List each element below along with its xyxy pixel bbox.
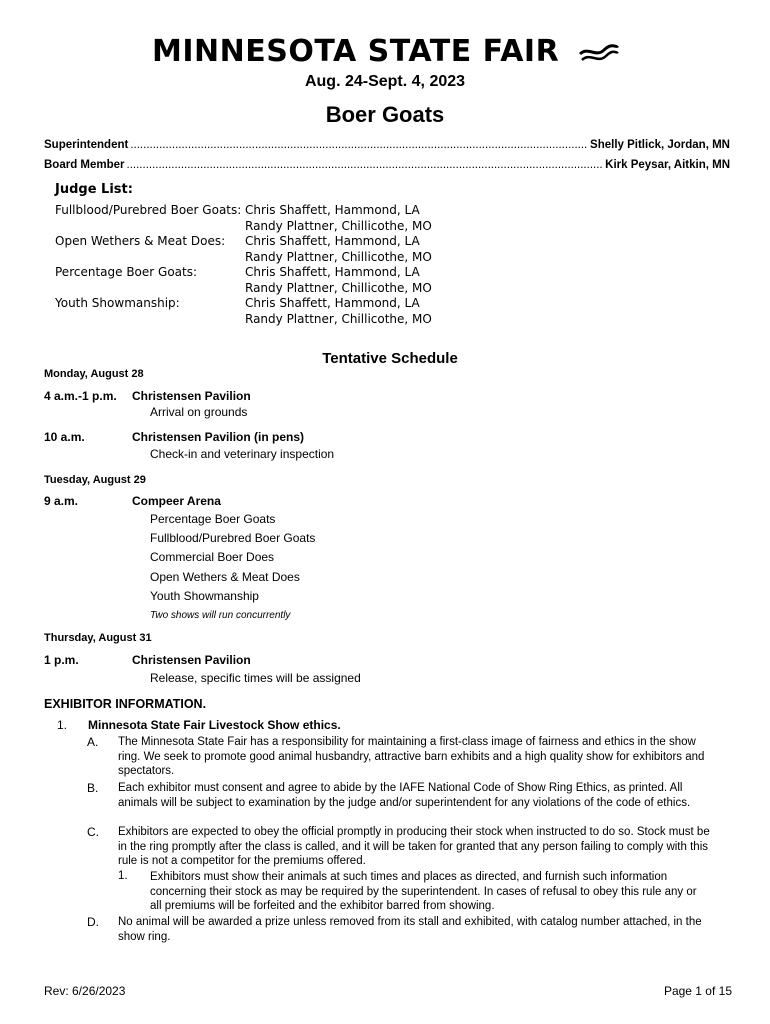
judge-name: Chris Shaffett, Hammond, LA — [245, 296, 420, 310]
exhibitor-info-heading: EXHIBITOR INFORMATION. — [44, 697, 207, 711]
judge-category: Open Wethers & Meat Does: — [55, 234, 226, 248]
schedule-time: 10 a.m. — [44, 430, 85, 444]
judge-name: Chris Shaffett, Hammond, LA — [245, 234, 420, 248]
official-role: Board Member — [44, 159, 125, 171]
official-role: Superintendent — [44, 139, 129, 151]
clause-text: Each exhibitor must consent and agree to abide by the IAFE National Code of Show Ring Ethics, as printed. All animals will be subject to examination by the judge and/or superintendent for any violations of the code of ethics. — [118, 782, 691, 809]
schedule-location: Christensen Pavilion — [132, 653, 251, 667]
judge-names — [245, 265, 432, 296]
schedule-time: 1 p.m. — [44, 653, 79, 667]
clause-text: The Minnesota State Fair has a responsibility for maintaining a first-class image of fairness and ethics in the show ring. We seek to promote good animal husbandry, attractive barn exhibits and a high quality show for exhibitors and spectators. — [118, 736, 705, 777]
official-board-member — [44, 159, 730, 171]
judge-name: Randy Plattner, Chillicothe, MO — [245, 311, 432, 326]
rule-number: 1. — [57, 718, 68, 732]
schedule-location: Christensen Pavilion (in pens) — [132, 430, 305, 444]
schedule-day: Tuesday, August 29 — [44, 474, 146, 486]
judge-name: Chris Shaffett, Hammond, LA — [245, 265, 420, 279]
schedule-item: Check-in and veterinary inspection — [150, 447, 335, 461]
schedule-item: Fullblood/Purebred Boer Goats — [150, 531, 316, 545]
schedule-item: Commercial Boer Does — [150, 550, 275, 564]
schedule-item: Release, specific times will be assigned — [150, 671, 361, 685]
fair-dates: Aug. 24-Sept. 4, 2023 — [304, 73, 466, 90]
clause-letter: A. — [87, 735, 99, 749]
judge-name: Randy Plattner, Chillicothe, MO — [245, 218, 432, 233]
judge-names — [245, 234, 432, 265]
page-title: Boer Goats — [325, 102, 445, 127]
fair-logo — [0, 34, 770, 74]
clause-text: Exhibitors are expected to obey the official promptly in producing their stock when instructed to do so. Stock must be in the ring promptly after the class is called, and it will be taken for granted that any person failing to comply with this rule is not a competitor for the premiums offered. — [118, 826, 710, 867]
schedule-day: Monday, August 28 — [44, 368, 144, 380]
judge-names — [245, 296, 432, 327]
clause-letter: B. — [87, 781, 99, 795]
revision-date: Rev: 6/26/2023 — [44, 984, 126, 998]
schedule-title: Tentative Schedule — [322, 350, 458, 367]
schedule-item: Percentage Boer Goats — [150, 512, 276, 526]
subclause-number: 1. — [118, 870, 128, 882]
schedule-item: Open Wethers & Meat Does — [150, 570, 300, 584]
schedule-item: Youth Showmanship — [150, 589, 259, 603]
official-name: Shelly Pitlick, Jordan, MN — [590, 139, 730, 151]
clause-text: No animal will be awarded a prize unless removed from its stall and exhibited, with catalog number attached, in the show ring. — [118, 916, 702, 943]
schedule-location: Compeer Arena — [132, 494, 221, 508]
schedule-time: 9 a.m. — [44, 494, 79, 508]
schedule-note: Two shows will run concurrently — [150, 610, 291, 621]
flag-logo-icon — [578, 40, 620, 66]
subclause-text: Exhibitors must show their animals at such times and places as directed, and furnish such information concerning their stock as may be required by the superintendent. In cases of refusal to obey this rule any or all premiums will be forfeited and the exhibitor barred from showing. — [150, 871, 697, 912]
judge-list-heading: Judge List: — [55, 182, 133, 197]
schedule-item: Arrival on grounds — [150, 405, 248, 419]
rule-title: Minnesota State Fair Livestock Show ethics. — [88, 718, 341, 732]
judge-name: Chris Shaffett, Hammond, LA — [245, 203, 420, 217]
clause-letter: D. — [87, 915, 99, 929]
judge-name: Randy Plattner, Chillicothe, MO — [245, 249, 432, 264]
clause-letter: C. — [87, 825, 99, 839]
schedule-day: Thursday, August 31 — [44, 632, 152, 644]
judge-category: Percentage Boer Goats: — [55, 265, 198, 279]
judge-names — [245, 203, 432, 234]
logo-text: MINNESOTA STATE FAIR — [152, 34, 560, 69]
schedule-time: 4 a.m.-1 p.m. — [44, 389, 117, 403]
judge-name: Randy Plattner, Chillicothe, MO — [245, 280, 432, 295]
official-name: Kirk Peysar, Aitkin, MN — [605, 159, 730, 171]
judge-category: Youth Showmanship: — [55, 296, 180, 310]
judge-category: Fullblood/Purebred Boer Goats: — [55, 203, 242, 217]
official-superintendent — [44, 139, 730, 151]
page-number: Page 1 of 15 — [663, 984, 732, 998]
schedule-location: Christensen Pavilion — [132, 389, 251, 403]
